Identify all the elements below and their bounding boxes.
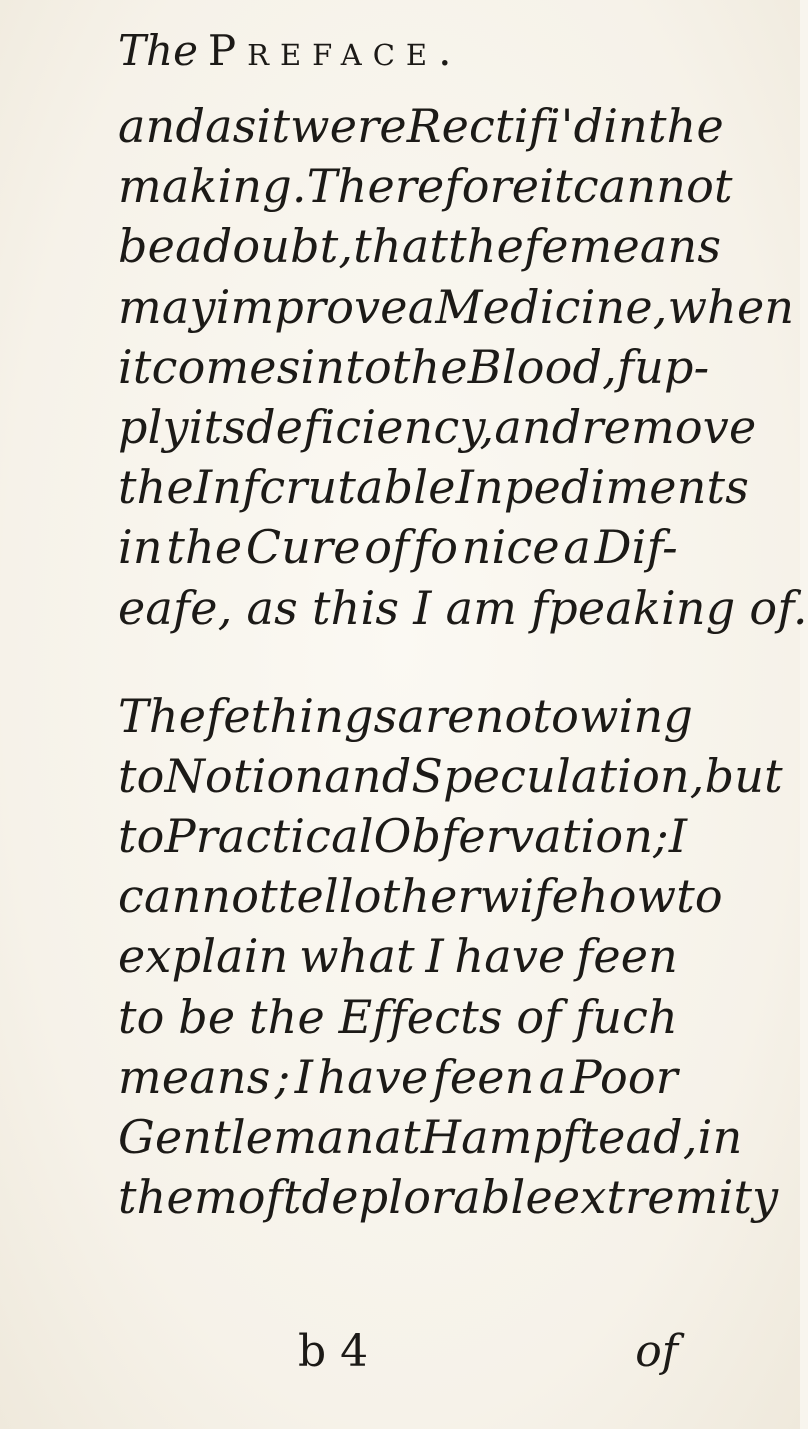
- paragraph-1: [118, 96, 808, 638]
- word: a: [538, 1049, 567, 1104]
- word: at: [374, 1110, 421, 1164]
- word: of: [364, 520, 410, 575]
- word: are: [397, 688, 475, 743]
- word: am: [445, 580, 518, 635]
- text-line: [118, 926, 678, 986]
- word: in: [118, 520, 163, 575]
- word: the: [166, 520, 243, 575]
- text-line: [118, 746, 783, 806]
- catchword: of: [635, 1326, 678, 1377]
- word: the: [647, 99, 724, 153]
- word: cannot: [572, 159, 733, 214]
- word: a: [563, 520, 591, 575]
- word: the: [118, 1170, 194, 1225]
- word: as: [246, 580, 298, 635]
- word: were: [290, 99, 407, 153]
- text-line: [118, 1107, 743, 1167]
- word: have: [454, 929, 566, 984]
- paragraph-2: [118, 686, 783, 1228]
- word: deplorable: [301, 1170, 553, 1225]
- word: it: [118, 339, 152, 394]
- word: have: [317, 1049, 429, 1104]
- word: Blood,: [467, 339, 617, 394]
- word: to: [118, 748, 165, 803]
- text-line: [118, 517, 678, 577]
- word: Obfervation: [373, 809, 654, 864]
- word: Thefe: [118, 688, 251, 743]
- word: Therefore: [306, 159, 540, 214]
- word: be: [118, 219, 176, 274]
- word: a: [175, 219, 203, 274]
- signature-mark: b 4: [298, 1326, 369, 1377]
- word: of: [516, 989, 562, 1044]
- word: the: [118, 460, 194, 515]
- word: cannot: [118, 869, 278, 924]
- word: this: [311, 580, 400, 635]
- word: eafe,: [118, 580, 233, 635]
- word: means: [118, 1049, 271, 1104]
- text-line: [118, 216, 722, 276]
- body-text: [118, 96, 808, 1227]
- word: Hampftead,: [420, 1110, 698, 1164]
- word: Notion: [164, 748, 325, 803]
- word: tell: [277, 869, 354, 924]
- word: Speculation,: [411, 748, 705, 803]
- text-line: [118, 987, 678, 1047]
- text-line: [118, 578, 808, 638]
- word: ;: [653, 809, 669, 864]
- word: and: [494, 399, 582, 454]
- text-line: [118, 96, 724, 156]
- word: what: [299, 929, 415, 984]
- text-line: [118, 866, 723, 926]
- word: improve: [215, 279, 408, 334]
- word: thefe: [448, 219, 569, 274]
- text-line: [118, 337, 710, 397]
- word: Rectifi'd: [406, 99, 604, 153]
- text-line: [118, 1167, 779, 1227]
- word: explain: [118, 929, 289, 984]
- text-line: [118, 686, 693, 746]
- word: I: [294, 1049, 314, 1104]
- text-line: [118, 457, 750, 517]
- word: be: [178, 989, 236, 1044]
- word: and: [118, 99, 206, 153]
- word: to: [118, 809, 165, 864]
- text-line: [118, 1047, 678, 1107]
- word: ;: [274, 1049, 291, 1104]
- word: means: [568, 219, 722, 274]
- word: fo: [412, 520, 459, 575]
- word: fuch: [575, 989, 678, 1044]
- word: I: [668, 809, 688, 864]
- text-line: [118, 806, 688, 866]
- word: otherwife: [353, 869, 579, 924]
- running-head: [118, 26, 463, 75]
- word: and: [324, 748, 412, 803]
- word: fpeaking: [531, 580, 736, 635]
- text-line: [118, 397, 757, 457]
- word: Effects: [338, 989, 503, 1044]
- text-line: [118, 277, 795, 337]
- word: ply: [118, 399, 189, 454]
- word: Medicine,: [435, 279, 668, 334]
- word: I: [413, 580, 432, 635]
- word: it: [539, 159, 573, 214]
- word: but: [704, 748, 783, 803]
- word: Dif-: [594, 520, 678, 575]
- word: the: [391, 339, 468, 394]
- word: feen: [576, 929, 678, 984]
- word: things: [250, 688, 398, 743]
- word: doubt,: [202, 219, 354, 274]
- word: comes: [151, 339, 301, 394]
- word: remove: [581, 399, 757, 454]
- word: nice: [461, 520, 560, 575]
- paragraph-gap: [118, 638, 678, 686]
- page-footer: [118, 1326, 678, 1386]
- running-head-preface: Preface.: [207, 26, 463, 75]
- word: Practical: [164, 809, 374, 864]
- word: Inpediments: [455, 460, 750, 515]
- word: Gentleman: [118, 1110, 375, 1164]
- word: Poor: [570, 1049, 678, 1104]
- word: may: [118, 279, 216, 334]
- word: not: [474, 688, 552, 743]
- text-line: [118, 156, 733, 216]
- word: when: [667, 279, 795, 334]
- word: Cure: [245, 520, 361, 575]
- word: to: [676, 869, 723, 924]
- word: a: [407, 279, 436, 334]
- word: in: [697, 1110, 743, 1164]
- word: deficiency,: [246, 399, 495, 454]
- word: Infcrutable: [193, 460, 456, 515]
- word: as: [205, 99, 257, 153]
- word: owing: [551, 688, 693, 743]
- word: into: [300, 339, 392, 394]
- word: how: [578, 869, 677, 924]
- word: fup-: [616, 339, 710, 394]
- word: it: [256, 99, 291, 153]
- word: its: [188, 399, 247, 454]
- word: moft: [193, 1170, 302, 1225]
- word: in: [603, 99, 648, 153]
- running-head-the: The: [118, 26, 198, 75]
- word: of.: [749, 580, 808, 635]
- word: that: [353, 219, 449, 274]
- word: to: [118, 989, 165, 1044]
- word: feen: [432, 1049, 535, 1104]
- word: extremity: [552, 1170, 779, 1225]
- word: making.: [118, 159, 307, 214]
- word: the: [248, 989, 325, 1044]
- word: I: [425, 929, 444, 984]
